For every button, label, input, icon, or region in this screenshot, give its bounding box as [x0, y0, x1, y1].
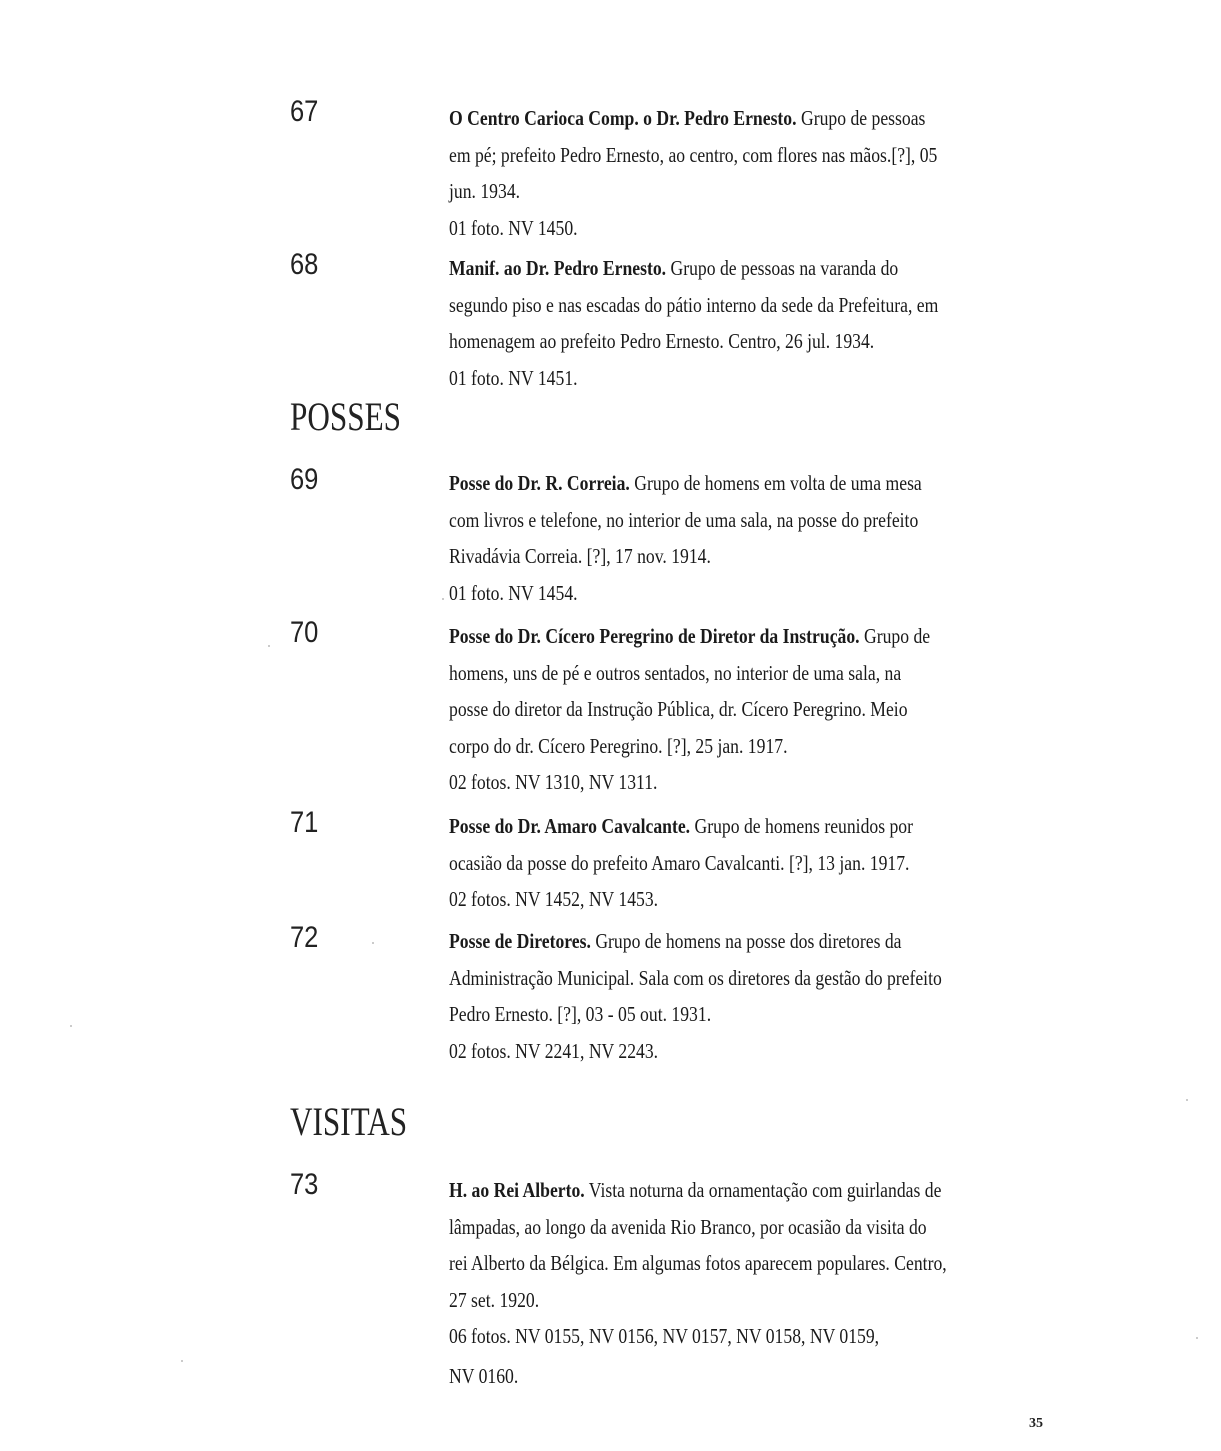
scan-speck — [181, 1360, 183, 1362]
entry-text-73-1: Vista noturna da ornamentação com guirlandas de — [584, 1178, 942, 1202]
page-number: 35 — [1029, 1416, 1043, 1431]
entry-text-67-3: jun. 1934. — [449, 179, 521, 203]
entry-title-72: Posse de Diretores. — [449, 929, 591, 953]
entry-holdings-73-cont: NV 0160. — [449, 1363, 519, 1388]
entry-number-68: 68 — [290, 248, 319, 281]
entry-text-72-1: Grupo de homens na posse dos diretores da — [590, 929, 902, 953]
entry-number-67: 67 — [290, 95, 319, 128]
entry-text-73-4: 27 set. 1920. — [449, 1287, 540, 1312]
entry-text-73-3: rei Alberto da Bélgica. Em algumas fotos aparecem populares. Centro, — [449, 1251, 947, 1275]
entry-text-70-1: Grupo de — [859, 624, 931, 648]
entry-text-71-1: Grupo de homens reunidos por — [690, 814, 913, 838]
entry-holdings-70: 02 fotos. NV 1310, NV 1311. — [449, 770, 658, 794]
entry-title-73: H. ao Rei Alberto. — [449, 1178, 585, 1202]
entry-text-68-1: Grupo de pessoas na varanda do — [666, 256, 899, 280]
entry-number-70: 70 — [290, 616, 319, 649]
scan-speck — [1186, 1099, 1188, 1101]
entry-holdings-69: 01 foto. NV 1454. — [449, 580, 578, 605]
entry-number-69: 69 — [290, 463, 319, 496]
entry-holdings-68: 01 foto. NV 1451. — [449, 365, 578, 390]
entry-68 — [449, 250, 1037, 396]
entry-title-69: Posse do Dr. R. Correia. — [449, 471, 630, 495]
section-heading-visitas: VISITAS — [290, 1099, 408, 1144]
entry-71 — [449, 808, 1037, 918]
section-heading-posses: POSSES — [290, 394, 402, 439]
entry-text-68-3: homenagem ao prefeito Pedro Ernesto. Centro, 26 jul. 1934. — [449, 329, 875, 353]
entry-number-71: 71 — [290, 806, 319, 839]
entry-text-68-2: segundo piso e nas escadas do pátio interno da sede da Prefeitura, em — [449, 292, 939, 317]
scan-speck — [1196, 1337, 1198, 1339]
entry-text-67-1: Grupo de pessoas — [796, 106, 926, 130]
scan-speck — [268, 645, 270, 647]
entry-number-73: 73 — [290, 1168, 319, 1201]
entry-67 — [449, 100, 1037, 246]
entry-69 — [449, 465, 1037, 611]
entry-72 — [449, 923, 1037, 1069]
entry-text-72-3: Pedro Ernesto. [?], 03 - 05 out. 1931. — [449, 1002, 712, 1026]
entry-text-71-2: ocasião da posse do prefeito Amaro Cavalcanti. [?], 13 jan. 1917. — [449, 850, 910, 875]
scan-speck — [70, 1025, 72, 1027]
entry-holdings-67: 01 foto. NV 1450. — [449, 215, 578, 240]
entry-holdings-73: 06 fotos. NV 0155, NV 0156, NV 0157, NV 0158, NV 0159, — [449, 1324, 880, 1348]
entry-number-72: 72 — [290, 921, 319, 954]
entry-text-69-3: Rivadávia Correia. [?], 17 nov. 1914. — [449, 544, 711, 568]
entry-70 — [449, 618, 1037, 801]
entry-title-67: O Centro Carioca Comp. o Dr. Pedro Ernesto. — [449, 106, 797, 130]
entry-text-70-3: posse do diretor da Instrução Pública, dr. Cícero Peregrino. Meio — [449, 697, 908, 721]
entry-holdings-72: 02 fotos. NV 2241, NV 2243. — [449, 1038, 659, 1063]
entry-title-71: Posse do Dr. Amaro Cavalcante. — [449, 814, 691, 838]
entry-text-72-2: Administração Municipal. Sala com os diretores da gestão do prefeito — [449, 965, 942, 990]
entry-title-70: Posse do Dr. Cícero Peregrino de Diretor da Instrução. — [449, 624, 860, 648]
entry-text-73-2: lâmpadas, ao longo da avenida Rio Branco, por ocasião da visita do — [449, 1214, 927, 1239]
entry-title-68: Manif. ao Dr. Pedro Ernesto. — [449, 256, 667, 280]
entry-text-67-2: em pé; prefeito Pedro Ernesto, ao centro, com flores nas mãos.[?], 05 — [449, 142, 938, 167]
entry-text-70-2: homens, uns de pé e outros sentados, no interior de uma sala, na — [449, 660, 902, 685]
entry-text-69-2: com livros e telefone, no interior de uma sala, na posse do prefeito — [449, 507, 919, 532]
entry-text-70-4: corpo do dr. Cícero Peregrino. [?], 25 jan. 1917. — [449, 733, 788, 758]
entry-73 — [449, 1172, 1037, 1394]
entry-holdings-71: 02 fotos. NV 1452, NV 1453. — [449, 887, 659, 911]
entry-text-69-1: Grupo de homens em volta de uma mesa — [629, 471, 922, 495]
scan-speck — [442, 598, 444, 600]
scan-speck — [372, 942, 374, 944]
